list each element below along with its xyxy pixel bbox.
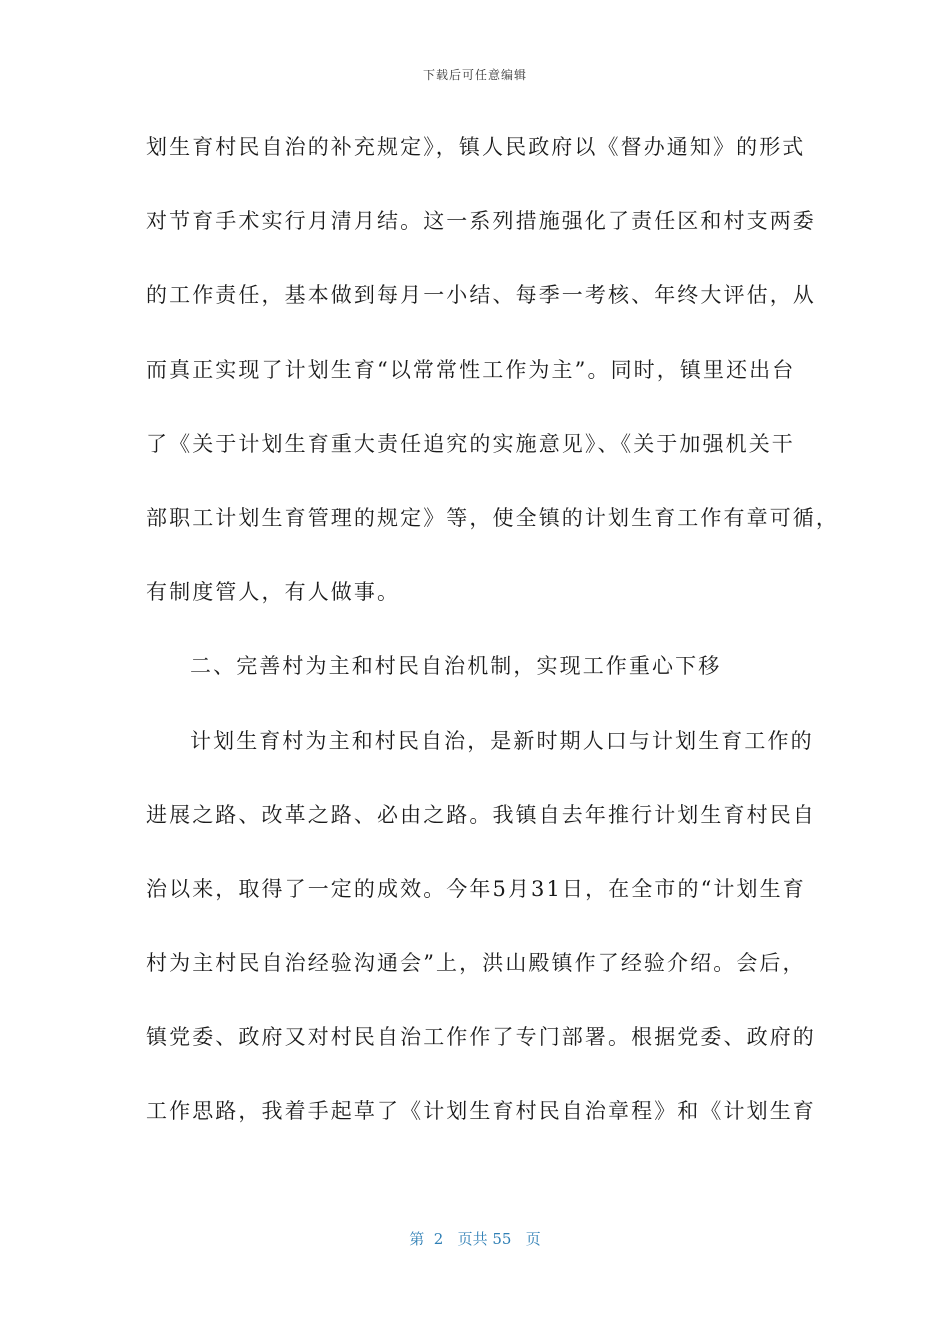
text-line: 工作思路，我着手起草了《计划生育村民自治章程》和《计划生育 bbox=[146, 1099, 816, 1124]
text-line: 治以来，取得了一定的成效。今年5月31日，在全市的“计划生育 bbox=[146, 876, 806, 901]
text-line: 对节育手术实行月清月结。这一系列措施强化了责任区和村支两委 bbox=[146, 209, 816, 234]
text-line: 了《关于计划生育重大责任追究的实施意见》、《关于加强机关干 bbox=[146, 431, 795, 456]
paragraph-first-line: 计划生育村为主和村民自治，是新时期人口与计划生育工作的 bbox=[190, 728, 814, 753]
section-heading: 二、完善村为主和村民自治机制，实现工作重心下移 bbox=[190, 654, 722, 679]
text-line: 的工作责任，基本做到每月一小结、每季一考核、年终大评估，从 bbox=[146, 283, 816, 308]
text-line: 镇党委、政府又对村民自治工作作了专门部署。根据党委、政府的 bbox=[146, 1025, 816, 1050]
text-line: 村为主村民自治经验沟通会”上，洪山殿镇作了经验介绍。会后， bbox=[146, 951, 806, 976]
page-header: 下载后可任意编辑 bbox=[422, 68, 527, 82]
text-line: 而真正实现了计划生育“以常常性工作为主”。同时，镇里还出台 bbox=[146, 357, 796, 382]
text-line: 划生育村民自治的补充规定》，镇人民政府以《督办通知》的形式 bbox=[146, 135, 806, 159]
text-line: 有制度管人，有人做事。 bbox=[146, 580, 401, 605]
document-body bbox=[146, 124, 839, 1163]
page-number-footer: 第 2 页共 55 页 bbox=[409, 1230, 541, 1248]
text-line: 部职工计划生育管理的规定》等，使全镇的计划生育工作有章可循， bbox=[146, 505, 839, 530]
text-line: 进展之路、改革之路、必由之路。我镇自去年推行计划生育村民自 bbox=[146, 802, 816, 827]
